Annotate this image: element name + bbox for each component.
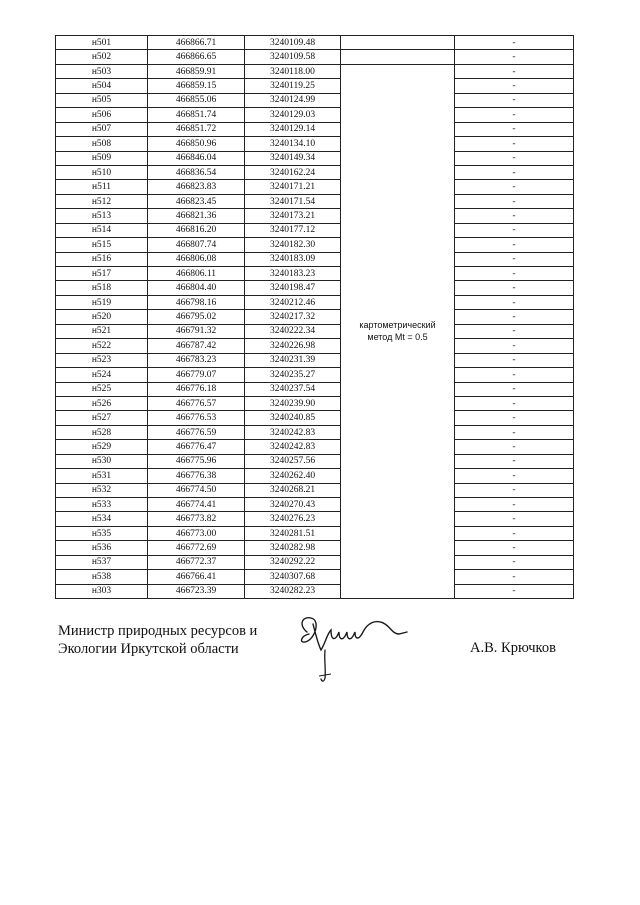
y-coordinate-cell: 3240134.10 [245, 137, 341, 151]
method-line1: картометрический [359, 320, 436, 331]
table-row [56, 339, 574, 353]
point-id-cell: н519 [56, 295, 148, 309]
note-cell: - [455, 137, 574, 151]
table-row [56, 50, 574, 64]
table-row [56, 324, 574, 338]
y-coordinate-cell: 3240270.43 [245, 498, 341, 512]
y-coordinate-cell: 3240129.14 [245, 122, 341, 136]
x-coordinate-cell: 466772.37 [148, 555, 245, 569]
x-coordinate-cell: 466776.53 [148, 411, 245, 425]
point-id-cell: н527 [56, 411, 148, 425]
note-cell: - [455, 267, 574, 281]
note-cell: - [455, 310, 574, 324]
point-id-cell: н505 [56, 93, 148, 107]
table-row [56, 194, 574, 208]
y-coordinate-cell: 3240292.22 [245, 555, 341, 569]
note-cell: - [455, 36, 574, 50]
y-coordinate-cell: 3240281.51 [245, 526, 341, 540]
x-coordinate-cell: 466804.40 [148, 281, 245, 295]
x-coordinate-cell: 466772.69 [148, 541, 245, 555]
table-row [56, 512, 574, 526]
point-id-cell: н501 [56, 36, 148, 50]
point-id-cell: н535 [56, 526, 148, 540]
note-cell: - [455, 223, 574, 237]
point-id-cell: н512 [56, 194, 148, 208]
table-row [56, 165, 574, 179]
point-id-cell: н504 [56, 79, 148, 93]
note-cell: - [455, 50, 574, 64]
x-coordinate-cell: 466776.47 [148, 440, 245, 454]
point-id-cell: н533 [56, 498, 148, 512]
note-cell: - [455, 440, 574, 454]
signatory-name: А.В. Крючков [470, 640, 556, 656]
point-id-cell: н518 [56, 281, 148, 295]
table-row [56, 498, 574, 512]
note-cell: - [455, 368, 574, 382]
y-coordinate-cell: 3240217.32 [245, 310, 341, 324]
point-id-cell: н513 [56, 209, 148, 223]
note-cell: - [455, 498, 574, 512]
x-coordinate-cell: 466807.74 [148, 238, 245, 252]
y-coordinate-cell: 3240129.03 [245, 108, 341, 122]
x-coordinate-cell: 466779.07 [148, 368, 245, 382]
y-coordinate-cell: 3240282.98 [245, 541, 341, 555]
x-coordinate-cell: 466783.23 [148, 353, 245, 367]
point-id-cell: н517 [56, 267, 148, 281]
note-cell: - [455, 151, 574, 165]
table-row [56, 93, 574, 107]
table-row [56, 382, 574, 396]
y-coordinate-cell: 3240212.46 [245, 295, 341, 309]
note-cell: - [455, 526, 574, 540]
table-row [56, 396, 574, 410]
note-cell: - [455, 541, 574, 555]
y-coordinate-cell: 3240231.39 [245, 353, 341, 367]
x-coordinate-cell: 466816.20 [148, 223, 245, 237]
table-row [56, 526, 574, 540]
point-id-cell: н525 [56, 382, 148, 396]
table-row [56, 252, 574, 266]
point-id-cell: н502 [56, 50, 148, 64]
point-id-cell: н516 [56, 252, 148, 266]
note-cell: - [455, 108, 574, 122]
x-coordinate-cell: 466859.91 [148, 64, 245, 78]
point-id-cell: н510 [56, 165, 148, 179]
x-coordinate-cell: 466798.16 [148, 295, 245, 309]
note-cell: - [455, 512, 574, 526]
table-row [56, 411, 574, 425]
note-cell: - [455, 454, 574, 468]
note-cell: - [455, 339, 574, 353]
x-coordinate-cell: 466850.96 [148, 137, 245, 151]
y-coordinate-cell: 3240198.47 [245, 281, 341, 295]
blank-cell [341, 36, 455, 50]
table-row [56, 295, 574, 309]
x-coordinate-cell: 466836.54 [148, 165, 245, 179]
y-coordinate-cell: 3240235.27 [245, 368, 341, 382]
y-coordinate-cell: 3240242.83 [245, 440, 341, 454]
x-coordinate-cell: 466855.06 [148, 93, 245, 107]
point-id-cell: н514 [56, 223, 148, 237]
note-cell: - [455, 165, 574, 179]
table-row [56, 122, 574, 136]
y-coordinate-cell: 3240109.58 [245, 50, 341, 64]
note-cell: - [455, 252, 574, 266]
table-row [56, 209, 574, 223]
table-row [56, 541, 574, 555]
point-id-cell: н522 [56, 339, 148, 353]
table-row [56, 425, 574, 439]
y-coordinate-cell: 3240237.54 [245, 382, 341, 396]
point-id-cell: н521 [56, 324, 148, 338]
note-cell: - [455, 122, 574, 136]
point-id-cell: н534 [56, 512, 148, 526]
note-cell: - [455, 396, 574, 410]
x-coordinate-cell: 466776.57 [148, 396, 245, 410]
x-coordinate-cell: 466859.15 [148, 79, 245, 93]
note-cell: - [455, 324, 574, 338]
note-cell: - [455, 93, 574, 107]
note-cell: - [455, 483, 574, 497]
signatory-title-line2: Экологии Иркутской области [58, 641, 239, 657]
point-id-cell: н536 [56, 541, 148, 555]
note-cell: - [455, 425, 574, 439]
note-cell: - [455, 555, 574, 569]
point-id-cell: н503 [56, 64, 148, 78]
x-coordinate-cell: 466787.42 [148, 339, 245, 353]
table-row [56, 310, 574, 324]
y-coordinate-cell: 3240307.68 [245, 570, 341, 584]
point-id-cell: н529 [56, 440, 148, 454]
y-coordinate-cell: 3240177.12 [245, 223, 341, 237]
x-coordinate-cell: 466821.36 [148, 209, 245, 223]
table-row [56, 151, 574, 165]
table-row [56, 79, 574, 93]
x-coordinate-cell: 466823.45 [148, 194, 245, 208]
note-cell: - [455, 469, 574, 483]
y-coordinate-cell: 3240276.23 [245, 512, 341, 526]
x-coordinate-cell: 466866.71 [148, 36, 245, 50]
point-id-cell: н537 [56, 555, 148, 569]
x-coordinate-cell: 466773.00 [148, 526, 245, 540]
y-coordinate-cell: 3240149.34 [245, 151, 341, 165]
note-cell: - [455, 180, 574, 194]
point-id-cell: н508 [56, 137, 148, 151]
y-coordinate-cell: 3240109.48 [245, 36, 341, 50]
y-coordinate-cell: 3240242.83 [245, 425, 341, 439]
y-coordinate-cell: 3240183.23 [245, 267, 341, 281]
table-row [56, 570, 574, 584]
point-id-cell: н507 [56, 122, 148, 136]
note-cell: - [455, 411, 574, 425]
x-coordinate-cell: 466774.50 [148, 483, 245, 497]
y-coordinate-cell: 3240162.24 [245, 165, 341, 179]
table-row [56, 368, 574, 382]
table-row [56, 281, 574, 295]
x-coordinate-cell: 466776.59 [148, 425, 245, 439]
point-id-cell: н509 [56, 151, 148, 165]
table-row [56, 180, 574, 194]
note-cell: - [455, 353, 574, 367]
x-coordinate-cell: 466776.18 [148, 382, 245, 396]
method-cell [341, 64, 455, 598]
y-coordinate-cell: 3240171.21 [245, 180, 341, 194]
table-row [56, 454, 574, 468]
y-coordinate-cell: 3240239.90 [245, 396, 341, 410]
note-cell: - [455, 295, 574, 309]
y-coordinate-cell: 3240182.30 [245, 238, 341, 252]
x-coordinate-cell: 466823.83 [148, 180, 245, 194]
y-coordinate-cell: 3240226.98 [245, 339, 341, 353]
note-cell: - [455, 194, 574, 208]
point-id-cell: н526 [56, 396, 148, 410]
note-cell: - [455, 209, 574, 223]
note-cell: - [455, 584, 574, 598]
point-id-cell: н538 [56, 570, 148, 584]
point-id-cell: н511 [56, 180, 148, 194]
point-id-cell: н515 [56, 238, 148, 252]
x-coordinate-cell: 466866.65 [148, 50, 245, 64]
table-row [56, 108, 574, 122]
table-row [56, 584, 574, 598]
point-id-cell: н520 [56, 310, 148, 324]
x-coordinate-cell: 466774.41 [148, 498, 245, 512]
y-coordinate-cell: 3240173.21 [245, 209, 341, 223]
y-coordinate-cell: 3240183.09 [245, 252, 341, 266]
y-coordinate-cell: 3240282.23 [245, 584, 341, 598]
note-cell: - [455, 281, 574, 295]
point-id-cell: н523 [56, 353, 148, 367]
method-line2: метод Mt = 0.5 [367, 332, 428, 343]
x-coordinate-cell: 466795.02 [148, 310, 245, 324]
point-id-cell: н506 [56, 108, 148, 122]
x-coordinate-cell: 466846.04 [148, 151, 245, 165]
table-row [56, 137, 574, 151]
y-coordinate-cell: 3240268.21 [245, 483, 341, 497]
note-cell: - [455, 570, 574, 584]
point-id-cell: н524 [56, 368, 148, 382]
x-coordinate-cell: 466723.39 [148, 584, 245, 598]
x-coordinate-cell: 466791.32 [148, 324, 245, 338]
x-coordinate-cell: 466775.96 [148, 454, 245, 468]
table-row [56, 238, 574, 252]
table-row [56, 36, 574, 50]
y-coordinate-cell: 3240118.00 [245, 64, 341, 78]
table-row [56, 483, 574, 497]
point-id-cell: н532 [56, 483, 148, 497]
handwritten-signature [295, 610, 415, 685]
note-cell: - [455, 238, 574, 252]
x-coordinate-cell: 466773.82 [148, 512, 245, 526]
y-coordinate-cell: 3240124.99 [245, 93, 341, 107]
signatory-title-line1: Министр природных ресурсов и [58, 623, 258, 639]
x-coordinate-cell: 466776.38 [148, 469, 245, 483]
note-cell: - [455, 64, 574, 78]
x-coordinate-cell: 466806.08 [148, 252, 245, 266]
table-row [56, 64, 574, 78]
blank-cell [341, 50, 455, 64]
coordinates-table [55, 35, 574, 599]
table-row [56, 440, 574, 454]
y-coordinate-cell: 3240262.40 [245, 469, 341, 483]
point-id-cell: н530 [56, 454, 148, 468]
table-row [56, 555, 574, 569]
x-coordinate-cell: 466851.74 [148, 108, 245, 122]
coordinates-table-body [56, 36, 574, 599]
table-row [56, 267, 574, 281]
x-coordinate-cell: 466806.11 [148, 267, 245, 281]
x-coordinate-cell: 466851.72 [148, 122, 245, 136]
note-cell: - [455, 79, 574, 93]
y-coordinate-cell: 3240119.25 [245, 79, 341, 93]
y-coordinate-cell: 3240240.85 [245, 411, 341, 425]
point-id-cell: н303 [56, 584, 148, 598]
y-coordinate-cell: 3240257.56 [245, 454, 341, 468]
table-row [56, 353, 574, 367]
signatory-title [58, 622, 257, 658]
table-row [56, 223, 574, 237]
point-id-cell: н531 [56, 469, 148, 483]
note-cell: - [455, 382, 574, 396]
table-row [56, 469, 574, 483]
x-coordinate-cell: 466766.41 [148, 570, 245, 584]
point-id-cell: н528 [56, 425, 148, 439]
y-coordinate-cell: 3240171.54 [245, 194, 341, 208]
y-coordinate-cell: 3240222.34 [245, 324, 341, 338]
